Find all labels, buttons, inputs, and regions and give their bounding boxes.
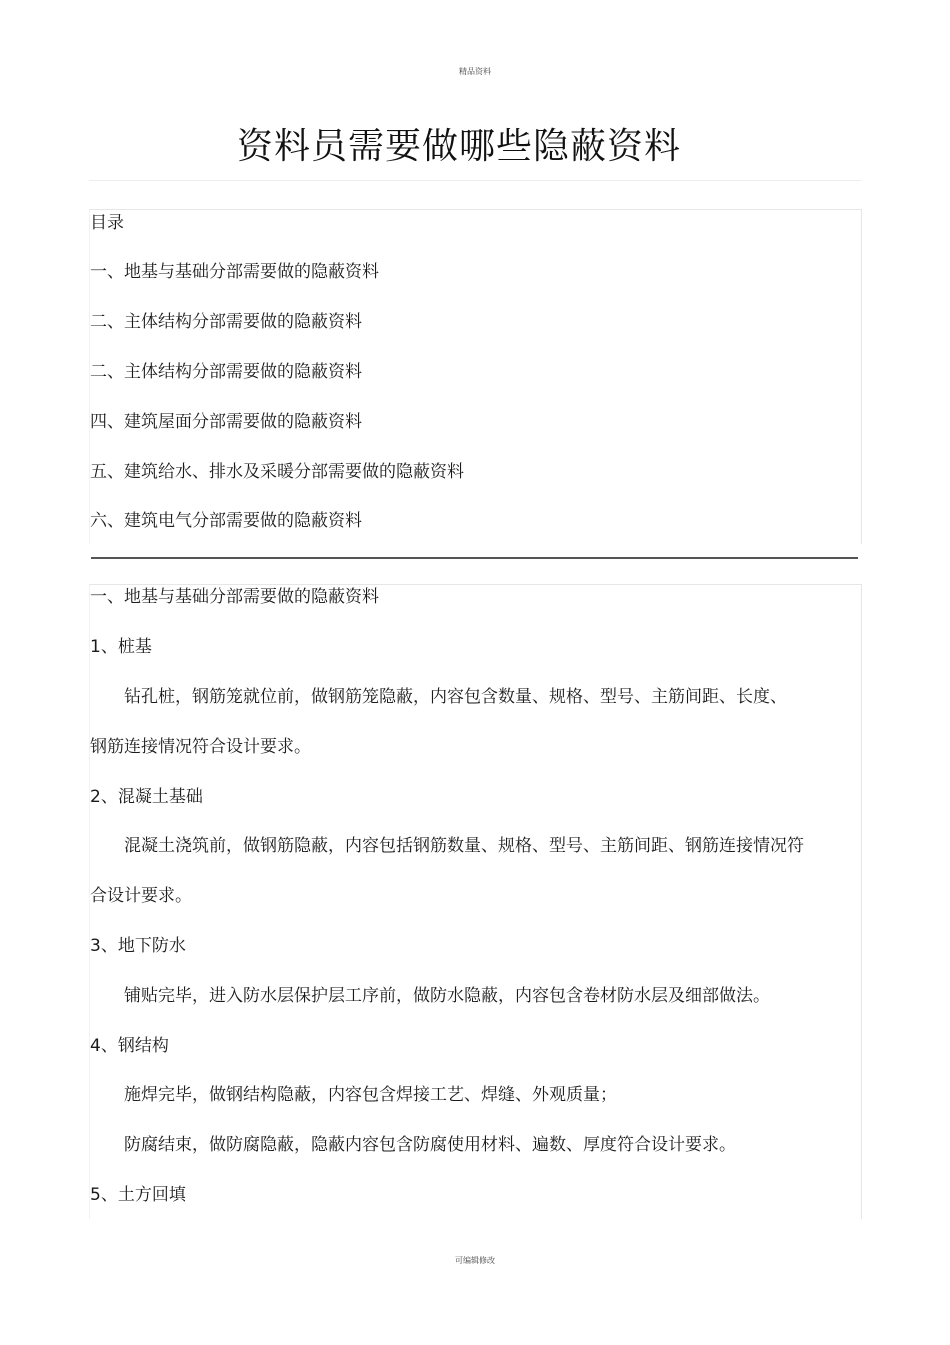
body-frame [89, 584, 862, 1219]
toc-item-3: 二、主体结构分部需要做的隐蔽资料 [90, 362, 362, 382]
item-5-title: 5、土方回填 [90, 1185, 186, 1205]
toc-item-6: 六、建筑电气分部需要做的隐蔽资料 [90, 511, 362, 531]
item-3-title: 3、地下防水 [90, 936, 186, 956]
item-2-title: 2、混凝土基础 [90, 787, 203, 807]
item-3-text: 铺贴完毕，进入防水层保护层工序前，做防水隐蔽，内容包含卷材防水层及细部做法。 [124, 986, 770, 1006]
item-4-title: 4、钢结构 [90, 1036, 169, 1056]
toc-item-5: 五、建筑给水、排水及采暖分部需要做的隐蔽资料 [90, 462, 464, 482]
item-1-text: 钻孔桩，钢筋笼就位前，做钢筋笼隐蔽，内容包含数量、规格、型号、主筋间距、长度、 [124, 687, 787, 707]
page-header-label: 精品资料 [459, 67, 491, 76]
page-footer-label: 可编辑修改 [455, 1256, 495, 1265]
item-4-text: 施焊完毕，做钢结构隐蔽，内容包含焊接工艺、焊缝、外观质量； [124, 1085, 617, 1105]
item-4-text-2: 防腐结束，做防腐隐蔽，隐蔽内容包含防腐使用材料、遍数、厚度符合设计要求。 [124, 1135, 736, 1155]
toc-heading: 目录 [90, 213, 124, 233]
item-1-title: 1、桩基 [90, 637, 152, 657]
section-divider [91, 557, 858, 559]
toc-item-4: 四、建筑屋面分部需要做的隐蔽资料 [90, 412, 362, 432]
item-1-text-cont: 钢筋连接情况符合设计要求。 [90, 737, 311, 757]
title-divider [89, 180, 861, 181]
section-heading: 一、地基与基础分部需要做的隐蔽资料 [90, 587, 379, 607]
item-2-text: 混凝土浇筑前，做钢筋隐蔽，内容包括钢筋数量、规格、型号、主筋间距、钢筋连接情况符 [124, 836, 804, 856]
item-2-text-cont: 合设计要求。 [90, 886, 192, 906]
toc-item-1: 一、地基与基础分部需要做的隐蔽资料 [90, 262, 379, 282]
toc-item-2: 二、主体结构分部需要做的隐蔽资料 [90, 312, 362, 332]
document-title: 资料员需要做哪些隐蔽资料 [236, 126, 681, 167]
